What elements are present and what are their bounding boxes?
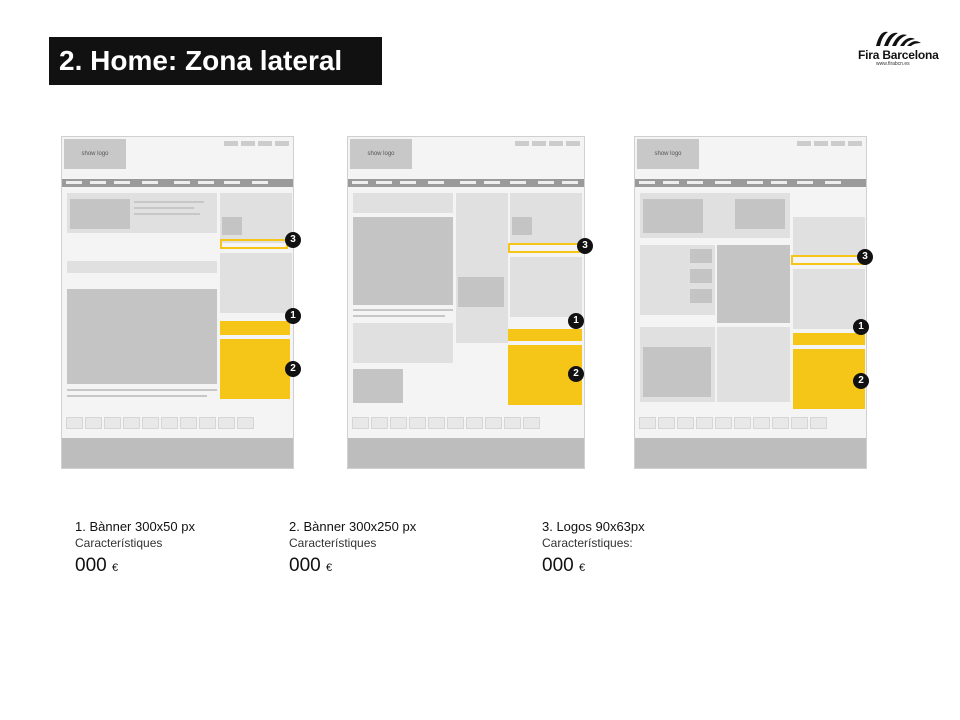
logos-zone-highlight: [791, 255, 863, 265]
marker-3: 3: [577, 238, 593, 254]
caption-subtitle: Característiques: [75, 536, 163, 550]
caption-title: 1. Bànner 300x50 px: [75, 519, 195, 534]
wireframe-home-2: [347, 136, 585, 469]
nav-bar: [348, 179, 584, 187]
header-tools: [224, 141, 289, 146]
show-logo-placeholder: show logo: [637, 139, 699, 169]
nav-bar: [635, 179, 866, 187]
banner-300x250: [220, 339, 290, 399]
brand-url: www.firabcn.es: [876, 61, 910, 67]
marker-3: 3: [857, 249, 873, 265]
wireframe-home-1: [61, 136, 294, 469]
marker-2: 2: [285, 361, 301, 377]
nav-bar: [62, 179, 293, 187]
footer: [62, 438, 293, 468]
banner-300x50: [220, 321, 290, 335]
marker-1: 1: [285, 308, 301, 324]
caption-price: 000 €: [75, 555, 119, 576]
show-logo-placeholder: show logo: [64, 139, 126, 169]
banner-300x50: [793, 333, 865, 345]
marker-1: 1: [853, 319, 869, 335]
caption-banner-300x50: [75, 519, 195, 577]
footer: [348, 438, 584, 468]
caption-price: 000 €: [542, 555, 586, 576]
caption-title: 3. Logos 90x63px: [542, 519, 645, 534]
marker-1: 1: [568, 313, 584, 329]
caption-subtitle: Característiques: [289, 536, 377, 550]
header-tools: [797, 141, 862, 146]
page-title: 2. Home: Zona lateral: [49, 37, 382, 85]
footer: [635, 438, 866, 468]
caption-subtitle: Característiques:: [542, 536, 633, 550]
wireframe-home-3: [634, 136, 867, 469]
caption-price: 000 €: [289, 555, 333, 576]
marker-2: 2: [568, 366, 584, 382]
caption-banner-300x250: [289, 519, 416, 577]
banner-300x50: [508, 329, 582, 341]
caption-title: 2. Bànner 300x250 px: [289, 519, 417, 534]
header-tools: [515, 141, 580, 146]
brand-name: Fira Barcelona: [858, 48, 939, 62]
marker-2: 2: [853, 373, 869, 389]
caption-logos: [542, 519, 645, 577]
marker-3: 3: [285, 232, 301, 248]
logos-zone-highlight: [220, 239, 288, 249]
show-logo-placeholder: show logo: [350, 139, 412, 169]
logos-zone-highlight: [508, 243, 580, 253]
